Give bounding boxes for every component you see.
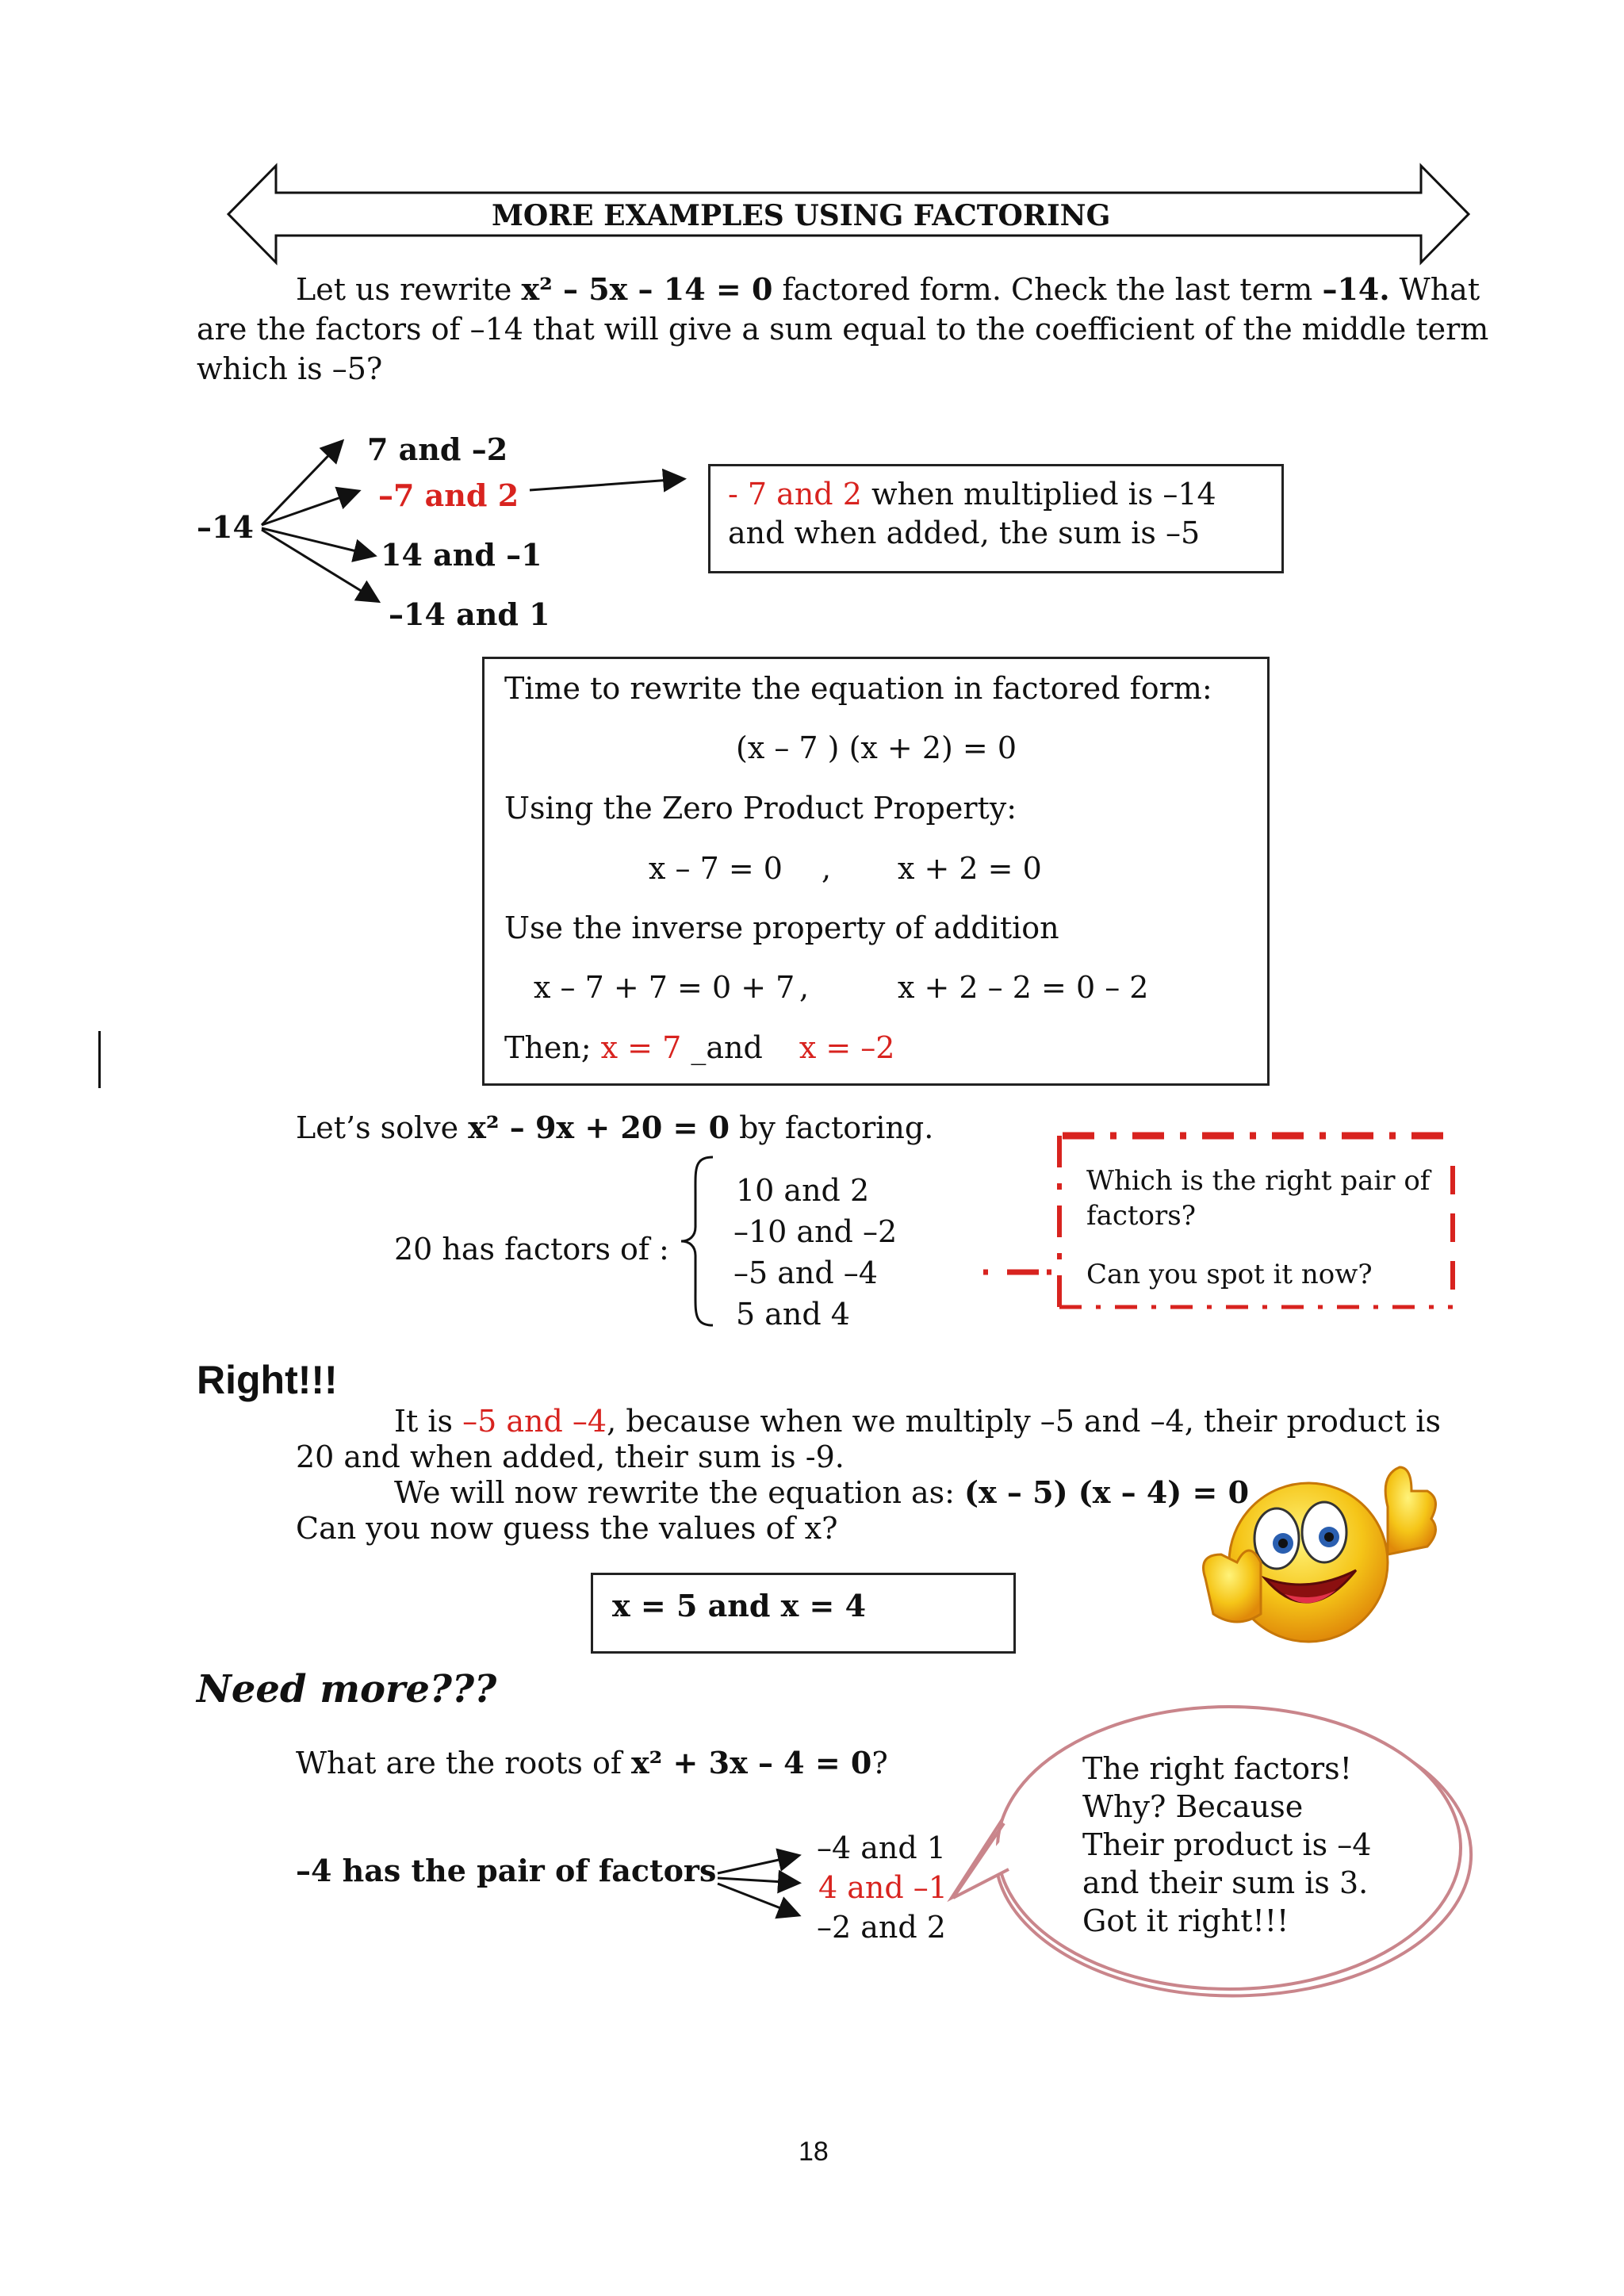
- tree1-branch-4: –14 and 1: [389, 596, 550, 632]
- tree1-branch-2: –7 and 2: [378, 477, 519, 513]
- right-line-3: We will now rewrite the equation as: (x – 5) (x – 4) = 0: [394, 1474, 1250, 1510]
- right-line-1: It is –5 and –4, because when we multiply –5 and –4, their product is: [394, 1404, 1441, 1439]
- bubble-line-2: Why? Because: [1082, 1789, 1304, 1824]
- solution1-then: Then; x = 7 _and x = –2: [504, 1030, 895, 1065]
- note1-line-1: - 7 and 2 when multiplied is –14: [728, 477, 1216, 512]
- solution1-eq-sep: ,: [822, 851, 832, 886]
- more-factor-3: –2 and 2: [817, 1910, 946, 1945]
- intro-line-3: which is –5?: [197, 351, 383, 386]
- thumbs-up-smiley-icon: [1189, 1443, 1443, 1658]
- more-heading: Need more???: [197, 1667, 497, 1711]
- example2-line: Let’s solve x² – 9x + 20 = 0 by factoring.: [296, 1110, 934, 1145]
- brace-icon: [678, 1154, 718, 1328]
- example2-label: 20 has factors of :: [394, 1232, 669, 1267]
- callout-question-2: factors?: [1086, 1200, 1196, 1232]
- example2-factor-3: –5 and –4: [733, 1255, 878, 1290]
- more-factor-1: –4 and 1: [817, 1830, 946, 1865]
- solution1-inv-sep: ,: [799, 970, 810, 1005]
- bubble-line-1: The right factors!: [1082, 1751, 1352, 1786]
- solution1-zpp: Using the Zero Product Property:: [504, 791, 1017, 826]
- more-label: –4 has the pair of factors: [296, 1853, 717, 1888]
- example2-factor-2: –10 and –2: [733, 1214, 898, 1249]
- page-number: 18: [799, 2137, 829, 2167]
- intro-line-1: Let us rewrite x² – 5x – 14 = 0 factored form. Check the last term –14. What: [296, 271, 1480, 307]
- right-line-2: 20 and when added, their sum is -9.: [296, 1439, 845, 1474]
- tree1-branch-1: 7 and –2: [367, 431, 508, 467]
- solution1-factored: (x – 7 ) (x + 2) = 0: [736, 730, 1017, 765]
- note1-line-2: and when added, the sum is –5: [728, 516, 1201, 550]
- solution1-inv-right: x + 2 – 2 = 0 – 2: [898, 970, 1149, 1005]
- right-heading: Right!!!: [197, 1358, 338, 1402]
- more-factor-2: 4 and –1: [818, 1870, 948, 1905]
- solution1-box: [482, 657, 1270, 1086]
- bubble-line-5: Got it right!!!: [1082, 1903, 1289, 1938]
- solution1-eq-left: x – 7 = 0: [649, 851, 783, 886]
- solution1-inverse: Use the inverse property of addition: [504, 910, 1059, 945]
- margin-bar: [98, 1031, 101, 1088]
- example2-factor-1: 10 and 2: [736, 1173, 870, 1208]
- solution1-heading: Time to rewrite the equation in factored form:: [504, 671, 1212, 706]
- example2-factor-4: 5 and 4: [736, 1297, 850, 1332]
- solution1-eq-right: x + 2 = 0: [898, 851, 1042, 886]
- bubble-line-4: and their sum is 3.: [1082, 1865, 1369, 1900]
- tree1-branch-3: 14 and –1: [381, 537, 542, 573]
- more-question: What are the roots of x² + 3x – 4 = 0?: [296, 1745, 888, 1780]
- tree1-root: –14: [197, 509, 254, 545]
- bubble-line-3: Their product is –4: [1082, 1827, 1372, 1862]
- callout-question-1: Which is the right pair of: [1086, 1165, 1431, 1197]
- banner-title: MORE EXAMPLES USING FACTORING: [492, 199, 1111, 232]
- callout-spot: Can you spot it now?: [1086, 1259, 1373, 1290]
- right-line-4: Can you now guess the values of x?: [296, 1511, 838, 1546]
- intro-line-2: are the factors of –14 that will give a sum equal to the coefficient of the middle term: [197, 312, 1489, 347]
- solution1-inv-left: x – 7 + 7 = 0 + 7: [534, 970, 795, 1005]
- answer-text: x = 5 and x = 4: [612, 1588, 867, 1623]
